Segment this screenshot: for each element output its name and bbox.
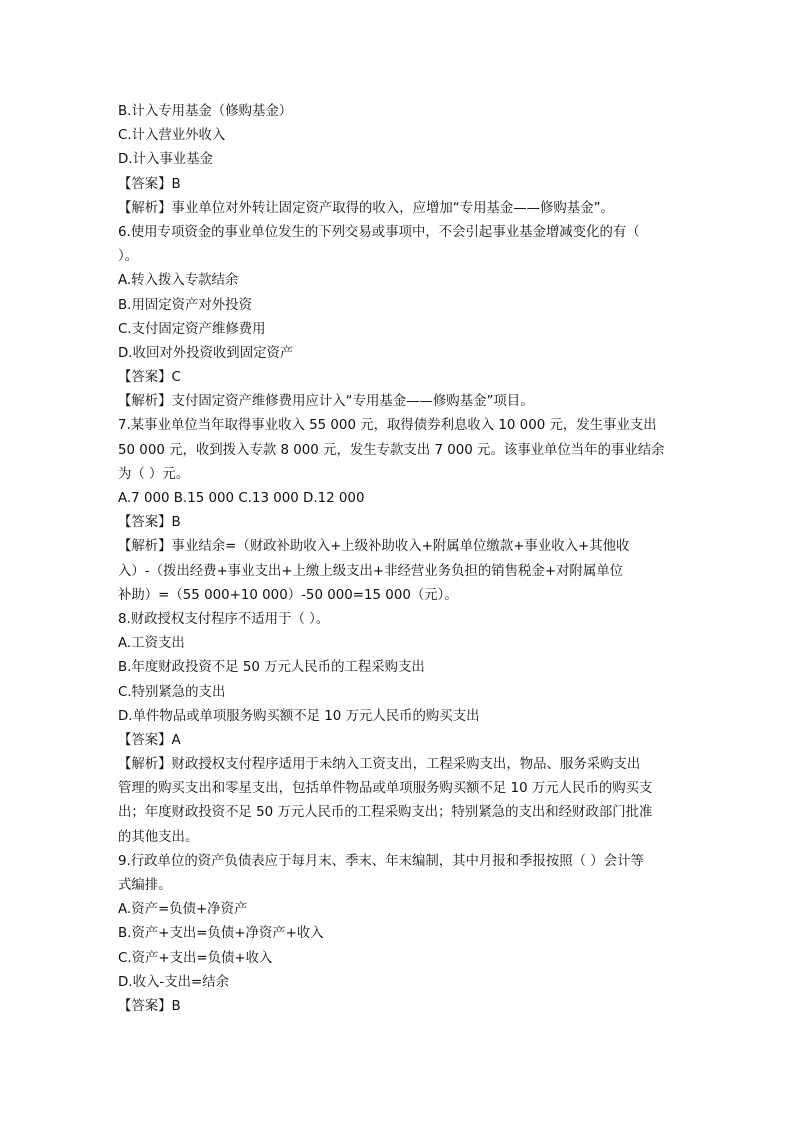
text-line: B.计入专用基金（修购基金） (118, 104, 293, 119)
question-line: 6.使用专项资金的事业单位发生的下列交易或事项中，不会引起事业基金增减变化的有（ (118, 224, 640, 240)
explanation-line: 【解析】财政授权支付程序适用于未纳入工资支出，工程采购支出，物品、服务采购支出 (118, 757, 641, 773)
question-line: 式编排。 (118, 878, 172, 893)
explanation-line: 的其他支出。 (118, 829, 199, 845)
document-page (118, 100, 678, 1019)
question-line: ）。 (118, 249, 139, 265)
option-line: A.工资支出 (118, 636, 185, 652)
explanation-line: 补助）=（55 000+10 000）-50 000=15 000（元）。 (118, 587, 458, 603)
question-line: 8.财政授权支付程序不适用于（ ）。 (118, 611, 330, 627)
explanation-line: 【解析】事业结余=（财政补助收入+上级补助收入+附属单位缴款+事业收入+其他收 (118, 539, 630, 555)
answer-line: 【答案】C (118, 370, 181, 386)
answer-line: 【答案】A (118, 732, 181, 748)
explanation-line: 【解析】支付固定资产维修费用应计入“专用基金——修购基金”项目。 (118, 394, 534, 410)
explanation-line: 管理的购买支出和零星支出，包括单件物品或单项服务购买额不足 10 万元人民币的购买支 (118, 781, 653, 797)
option-line: B.年度财政投资不足 50 万元人民币的工程采购支出 (118, 660, 425, 676)
question-line: 9.行政单位的资产负债表应于每月末、季末、年末编制，其中月报和季报按照（ ）会计等 (118, 853, 644, 869)
question-line: 50 000 元，收到拨入专款 8 000 元，发生专款支出 7 000 元。该事业单位当年的事业结余 (118, 442, 665, 458)
text-line: C.计入营业外收入 (118, 128, 226, 144)
answer-line: 【答案】B (118, 515, 181, 531)
option-line: B.用固定资产对外投资 (118, 297, 252, 313)
option-line: D.单件物品或单项服务购买额不足 10 万元人民币的购买支出 (118, 708, 480, 724)
answer-line: 【答案】B (118, 176, 181, 192)
answer-line: 【答案】B (118, 998, 181, 1014)
option-line: C.特别紧急的支出 (118, 684, 226, 700)
option-line: A.资产=负债+净资产 (118, 902, 248, 918)
text-line: D.计入事业基金 (118, 152, 213, 168)
option-line: D.收入-支出=结余 (118, 974, 229, 990)
option-line: C.支付固定资产维修费用 (118, 321, 266, 337)
option-line: D.收回对外投资收到固定资产 (118, 345, 294, 361)
explanation-line: 出；年度财政投资不足 50 万元人民币的工程采购支出；特别紧急的支出和经财政部门批准 (118, 805, 653, 821)
option-line: C.资产+支出=负债+收入 (118, 950, 273, 966)
option-line: A.7 000 B.15 000 C.13 000 D.12 000 (118, 491, 365, 506)
option-line: B.资产+支出=负债+净资产+收入 (118, 926, 324, 942)
option-line: A.转入拨入专款结余 (118, 273, 239, 289)
explanation-line: 【解析】事业单位对外转让固定资产取得的收入，应增加“专用基金——修购基金”。 (118, 200, 614, 216)
question-line: 7.某事业单位当年取得事业收入 55 000 元，取得债券利息收入 10 000 元，发生事业支出 (118, 418, 657, 434)
question-line: 为（ ）元。 (118, 466, 190, 482)
explanation-line: 入）-（拨出经费+事业支出+上缴上级支出+非经营业务负担的销售税金+对附属单位 (118, 563, 623, 579)
